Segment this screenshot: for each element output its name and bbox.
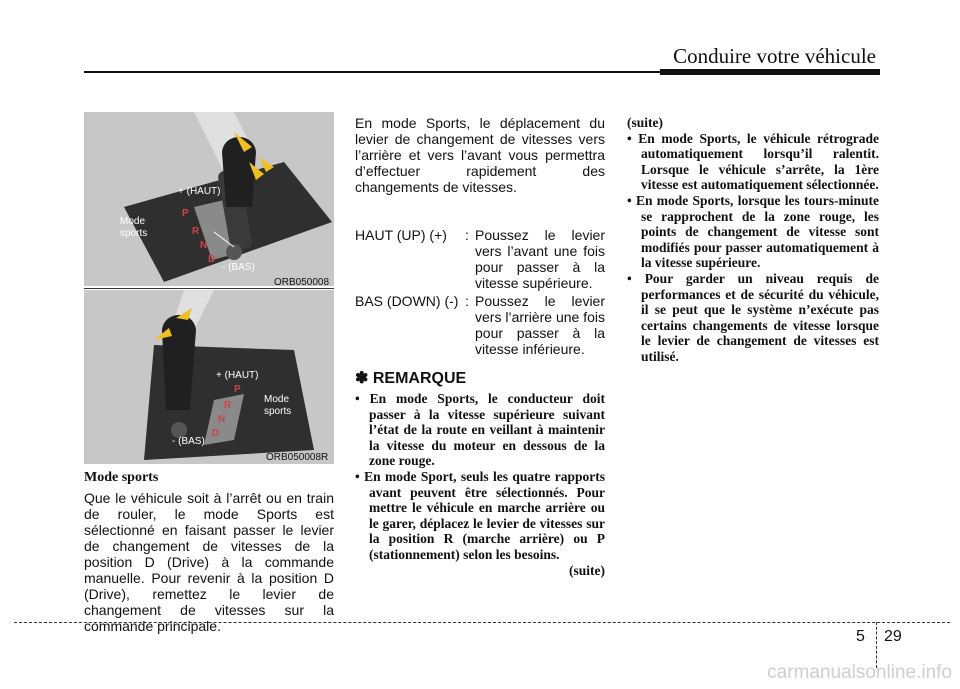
down-key: BAS (DOWN) (-) — [355, 293, 459, 309]
label-mode: Mode — [120, 216, 146, 227]
section-body: Que le véhicule soit à l’arrêt ou en train de rouler, le mode Sports est sélectionné en faisant passer le levier de changement de vitesses de la position D (Drive) à la commande manuelle. Pour revenir à la position D (Drive), remettez le levier de changement de vitesses sur la commande principale. — [84, 489, 334, 634]
label-down-2: - (BAS) — [172, 436, 205, 447]
figure-divider — [84, 288, 334, 289]
chapter-number: 5 — [856, 628, 865, 645]
down-definition — [355, 293, 605, 357]
gate-p-2: P — [234, 384, 241, 395]
up-text: Poussez le levier vers l’avant une fois pour passer à la vitesse supérieure. — [475, 227, 605, 291]
note-title: REMARQUE — [372, 370, 467, 387]
label-sports: sports — [120, 228, 148, 239]
gate-n-2: N — [218, 414, 226, 425]
page-number: 29 — [884, 628, 902, 645]
figure-shifter-right-drive — [84, 290, 334, 464]
label-down: - (BAS) — [222, 262, 255, 273]
list-item: • En mode Sport, seuls les quatre rapports avant peuvent être sélectionnés. Pour mettre le véhicule en marche arrière ou le garer, déplacez le levier de vitesses sur la position R (marche arrière) ou P (stationnement) selon les besoins. — [355, 468, 605, 562]
footer-divider — [14, 622, 950, 623]
label-up-2: + (HAUT) — [216, 370, 259, 381]
left-column — [84, 470, 334, 634]
watermark: carmanualsonline.info — [767, 662, 952, 683]
figure-shifter-left-drive — [84, 112, 334, 286]
list-item: • Pour garder un niveau requis de performances et de sécurité du véhicule, il se peut que le système n’exécute pas certains changements de vitesse lorsque le levier de changement de vitesses est utilisé. — [627, 270, 879, 364]
label-sports-2: sports — [264, 406, 292, 417]
shifter-illustration-2 — [84, 290, 334, 464]
note-heading — [355, 371, 605, 387]
note-symbol-icon: ✽ — [355, 370, 369, 387]
list-item: • En mode Sports, le conducteur doit passer à la vitesse supérieure suivant l’état de la route en veillant à maintenir la vitesse du moteur en dessous de la zone rouge. — [355, 391, 606, 469]
list-item: • En mode Sports, le véhicule rétrograde automatiquement lorsqu’il ralentit. Lorsque le véhicule s’arrête, la 1ère vitesse est automatiquement sélectionnée. — [627, 130, 879, 193]
continued-label: (suite) — [569, 562, 605, 578]
intro-paragraph: En mode Sports, le déplacement du levier de changement de vitesses vers l’arrière et vers l’avant vous permettra d’effectuer rapidement des changements de vitesses. — [355, 115, 605, 195]
label-mode-2: Mode — [264, 394, 290, 405]
label-up: + (HAUT) — [178, 186, 221, 197]
up-sep: : — [465, 227, 469, 243]
list-item: • En mode Sports, lorsque les tours-minute se rapprochent de la zone rouge, les points de changement de vitesse sont modifiés pour passer automatiquement à la vitesse supérieure. — [627, 192, 879, 271]
gate-p: P — [182, 208, 189, 219]
figure-code-right: ORB050008R — [266, 452, 329, 463]
gate-r: R — [192, 226, 200, 237]
gate-n: N — [200, 240, 208, 251]
down-sep: : — [465, 293, 469, 309]
up-definition — [355, 227, 605, 291]
gate-d: D — [208, 254, 216, 265]
up-key: HAUT (UP) (+) — [355, 227, 447, 243]
middle-column — [355, 115, 605, 578]
chapter-title: Conduire votre véhicule — [673, 44, 876, 68]
continued-label-top: (suite) — [627, 115, 663, 130]
figure-code-left: ORB050008 — [274, 277, 330, 288]
down-text: Poussez le levier vers l’arrière une fois pour passer à la vitesse inférieure. — [475, 293, 605, 357]
header-rule-accent — [660, 69, 880, 75]
gate-r-2: R — [224, 400, 232, 411]
note-list — [355, 391, 605, 578]
section-heading: Mode sports — [84, 470, 159, 485]
right-column — [627, 115, 879, 365]
gate-d-2: D — [212, 428, 220, 439]
